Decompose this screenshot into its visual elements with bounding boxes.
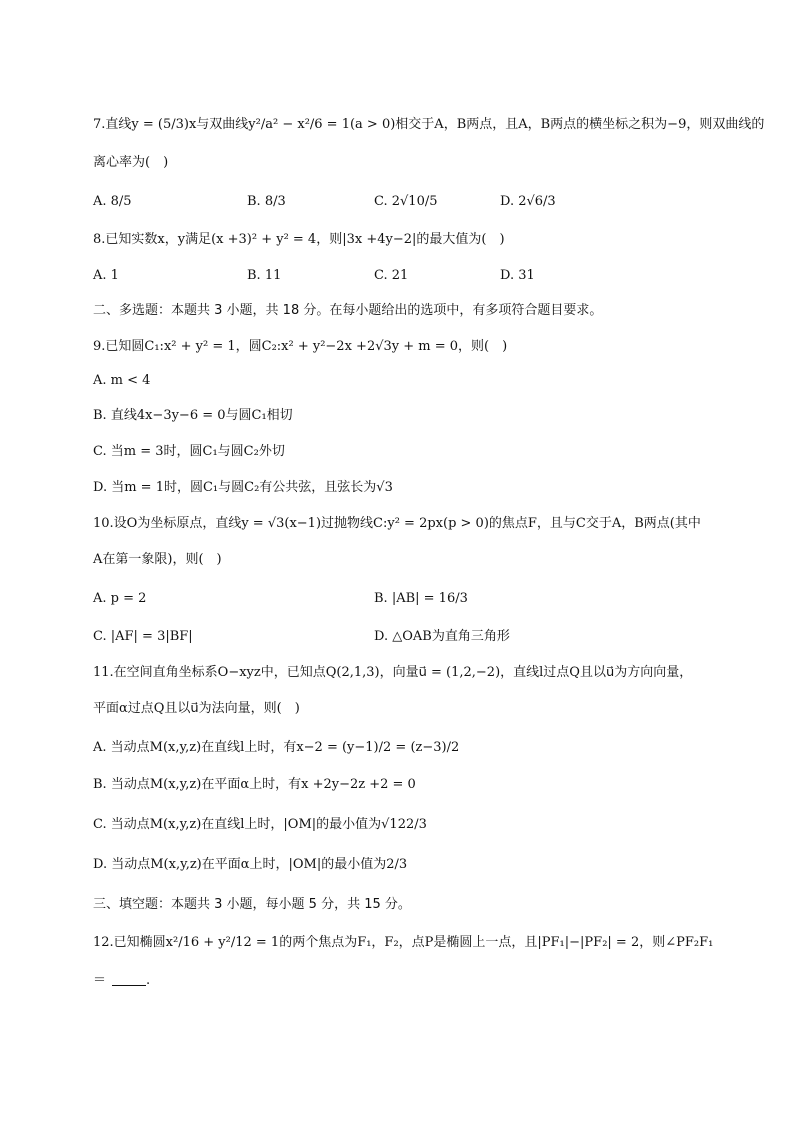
q7-stem-line1: 7.直线y = (5/3)x与双曲线y²/a² − x²/6 = 1(a > 0)相交于A，B两点，且A，B两点的横坐标之积为−9，则双曲线的 [93, 117, 765, 132]
q12-stem-line1: 12.已知椭圆x²/16 + y²/12 = 1的两个焦点为F₁，F₂，点P是椭圆上一点，且|PF₁|−|PF₂| = 2，则∠PF₂F₁ [93, 935, 714, 950]
q8-option-a: A. 1 [93, 268, 119, 283]
q7-stem-line2: 离心率为( ) [93, 155, 169, 170]
q9-stem: 9.已知圆C₁:x² + y² = 1，圆C₂:x² + y²−2x +2√3y + m = 0，则( ) [93, 339, 508, 354]
q11-option-c: C. 当动点M(x,y,z)在直线l上时，|OM|的最小值为√122/3 [93, 817, 427, 832]
q11-stem-line2: 平面α过点Q且以u⃗为法向量，则( ) [93, 701, 300, 716]
q12-stem-line2 [93, 972, 150, 990]
q7-option-b: B. 8/3 [247, 194, 286, 209]
q7-option-d: D. 2√6/3 [500, 194, 556, 209]
q8-option-c: C. 21 [374, 268, 409, 283]
q8-option-b: B. 11 [247, 268, 282, 283]
q12-period: . [146, 973, 151, 988]
q8-option-d: D. 31 [500, 268, 535, 283]
q10-stem-line1: 10.设O为坐标原点，直线y = √3(x−1)过抛物线C:y² = 2px(p > 0)的焦点F，且与C交于A，B两点(其中 [93, 516, 701, 531]
q12-answer-blank [112, 985, 146, 986]
q12-equals: ＝ [93, 973, 107, 988]
q10-stem-line2: A在第一象限)，则( ) [93, 552, 222, 567]
q7-option-a: A. 8/5 [93, 194, 132, 209]
q9-option-d: D. 当m = 1时，圆C₁与圆C₂有公共弦，且弦长为√3 [93, 480, 393, 495]
q11-option-b: B. 当动点M(x,y,z)在平面α上时，有x +2y−2z +2 = 0 [93, 777, 416, 792]
q10-option-b: B. |AB| = 16/3 [374, 591, 468, 606]
q7-option-c: C. 2√10/5 [374, 194, 438, 209]
q11-option-a: A. 当动点M(x,y,z)在直线l上时，有x−2 = (y−1)/2 = (z−3)/2 [93, 740, 460, 755]
q9-option-b: B. 直线4x−3y−6 = 0与圆C₁相切 [93, 408, 293, 423]
section-fill-in-heading: 三、填空题：本题共 3 小题，每小题 5 分，共 15 分。 [93, 897, 411, 912]
q11-option-d: D. 当动点M(x,y,z)在平面α上时，|OM|的最小值为2/3 [93, 857, 408, 872]
q10-option-a: A. p = 2 [93, 591, 147, 606]
q9-option-a: A. m < 4 [93, 373, 151, 388]
q10-option-d: D. △OAB为直角三角形 [374, 629, 510, 644]
q8-stem: 8.已知实数x，y满足(x +3)² + y² = 4，则|3x +4y−2|的最大值为( ) [93, 232, 505, 247]
section-multi-choice-heading: 二、多选题：本题共 3 小题，共 18 分。在每小题给出的选项中，有多项符合题目要求。 [93, 303, 603, 318]
q9-option-c: C. 当m = 3时，圆C₁与圆C₂外切 [93, 444, 285, 459]
q11-stem-line1: 11.在空间直角坐标系O−xyz中，已知点Q(2,1,3)，向量u⃗ = (1,2,−2)，直线l过点Q且以u⃗为方向向量， [93, 665, 693, 680]
q10-option-c: C. |AF| = 3|BF| [93, 629, 193, 644]
